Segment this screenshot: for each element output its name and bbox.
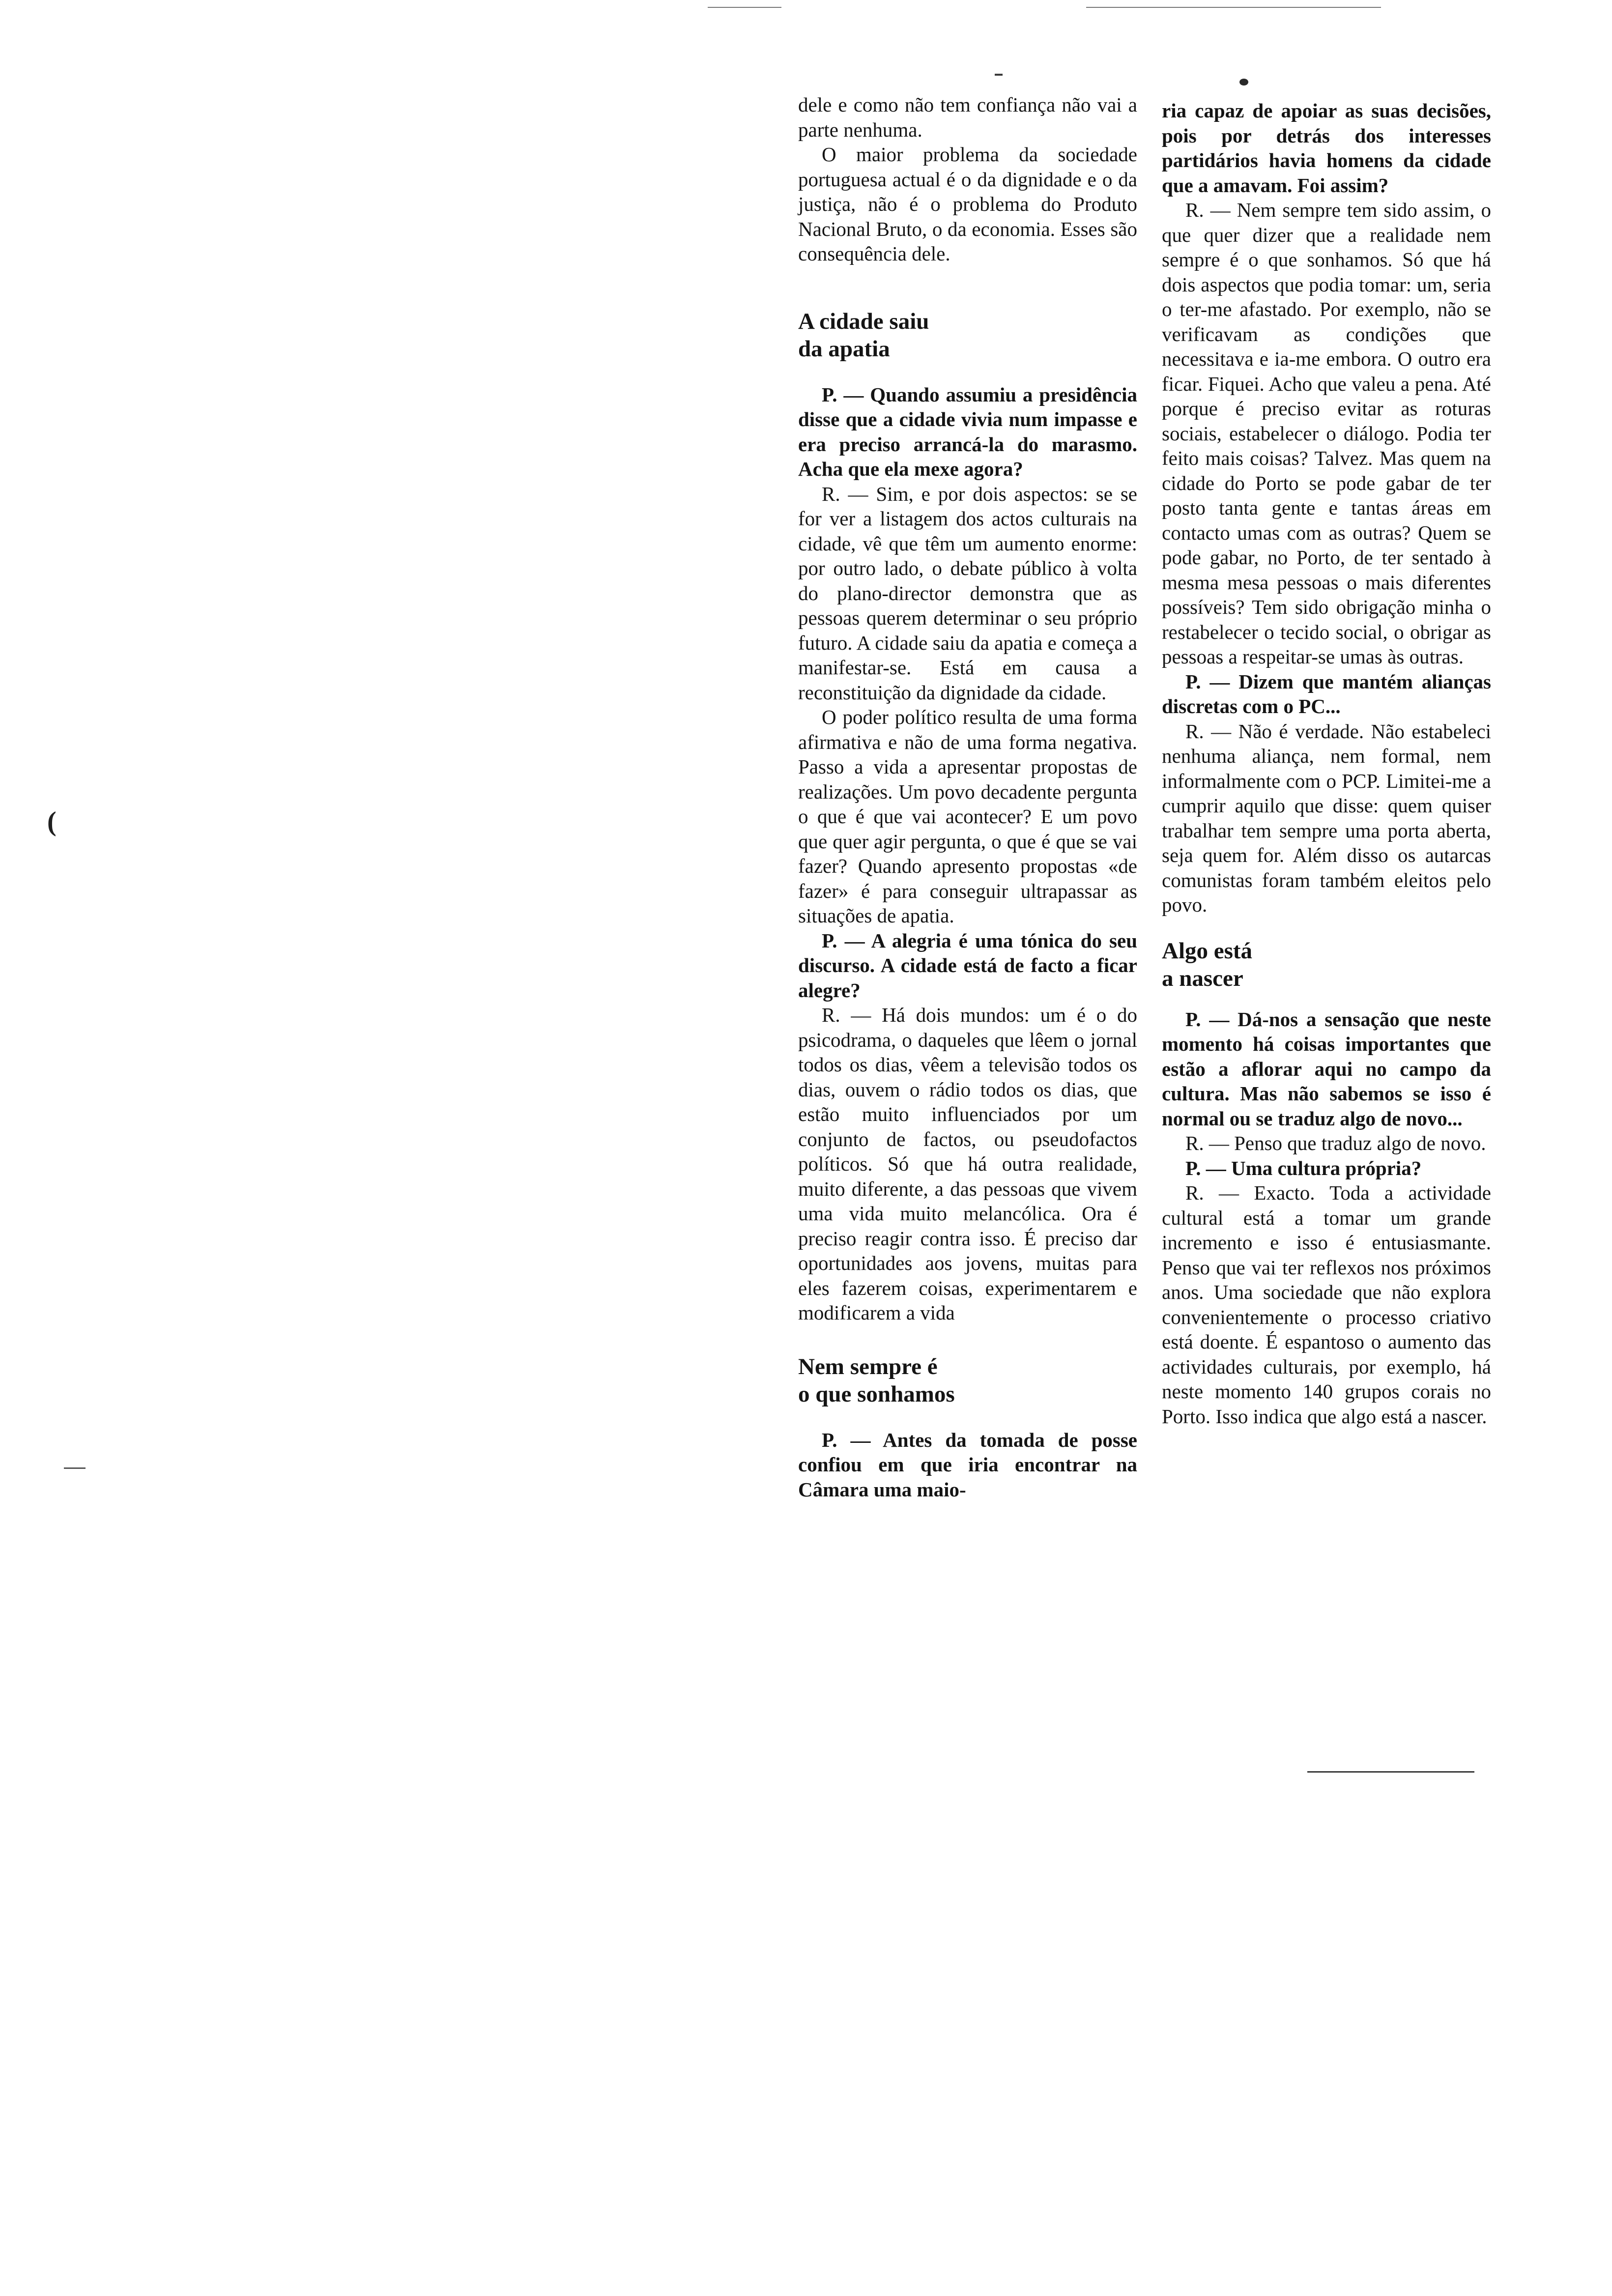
paragraph: O maior problema da sociedade portuguesa actual é o da dignidade e o da justiça, não é o problema do Produto Nacional Bruto, o da economia. Esses são consequência dele. <box>798 143 1137 265</box>
margin-dash <box>64 1467 86 1469</box>
section-heading: A cidade saiu da apatia <box>798 308 929 362</box>
paragraph: dele e como não tem confiança não vai a parte nenhuma. <box>798 93 1137 141</box>
article-end-rule <box>1307 1771 1474 1773</box>
interview-answer: R. — Penso que traduz algo de novo. <box>1185 1132 1486 1154</box>
section-heading: Algo está a nascer <box>1162 938 1253 991</box>
column-top-mark <box>1239 79 1248 86</box>
interview-answer: R. — Nem sempre tem sido assim, o que quer dizer que a realidade nem sempre é o que sonhamos. Só que há dois aspectos que podia tomar: um, seria o ter-me afastado. Por exemplo, não se verificavam as condições que necessitava e ia-me embora. O outro era ficar. Fiquei. Acho que valeu a pena. Até porque é preciso evitar as roturas sociais, estabelecer o diálogo. Podia ter feito mais coisas? Talvez. Mas quem na cidade do Porto se pode gabar de ter posto tanta gente e tantas áreas em contacto umas com as outras? Quem se pode gabar, no Porto, de ter sentado à mesma mesa pessoas o mais diferentes possíveis? Tem sido obrigação minha o restabelecer o tecido social, o obrigar as pessoas a respeitar-se umas às outras. <box>1162 199 1491 668</box>
interview-question: P. — Dá-nos a sensação que neste momento há coisas importantes que estão a aflorar aqui no campo da cultura. Mas não sabemos se isso é normal ou se traduz algo de novo... <box>1162 1007 1491 1130</box>
section-heading: Nem sempre é o que sonhamos <box>798 1353 955 1407</box>
column-top-mark <box>995 74 1003 76</box>
top-edge-line <box>1086 7 1381 8</box>
interview-answer: R. — Não é verdade. Não estabeleci nenhuma aliança, nem formal, nem informalmente com o PCP. Limitei-me a cumprir aquilo que disse: quem quiser trabalhar tem sempre uma porta aberta, seja quem for. Além disso os autarcas comunistas foram também eleitos pelo povo. <box>1162 719 1491 916</box>
interview-answer: O poder político resulta de uma forma afirmativa e não de uma forma negativa. Passo a vida a apresentar propostas de realizações. Um povo decadente pergunta o que é que vai acontecer? E um povo que quer agir pergunta, o que é que se vai fazer? Quando apresento propostas «de fazer» é para conseguir ultrapassar as situações de apatia. <box>798 706 1137 927</box>
interview-question: P. — Uma cultura própria? <box>1185 1156 1422 1179</box>
article-column-right <box>1162 98 1491 1429</box>
interview-question: ria capaz de apoiar as suas decisões, pois por detrás dos interesses partidários havia homens da cidade que a amavam. Foi assim? <box>1162 99 1491 197</box>
interview-answer: R. — Exacto. Toda a actividade cultural está a tomar um grande incremento e isso é entusiasmante. Penso que vai ter reflexos nos próximos anos. Uma sociedade que não explora convenientemente o processo criativo está doente. É espantoso o aumento das actividades culturais, por exemplo, há neste momento 140 grupos corais no Porto. Isso indica que algo está a nascer. <box>1162 1181 1491 1428</box>
interview-question: P. — Antes da tomada de posse confiou em que iria encontrar na Câmara uma maio- <box>798 1428 1137 1501</box>
interview-question: P. — Quando assumiu a presidência disse que a cidade vivia num impasse e era preciso arrancá-la do marasmo. Acha que ela mexe agora? <box>798 383 1137 480</box>
interview-answer: R. — Há dois mundos: um é o do psicodrama, o daqueles que lêem o jornal todos os dias, vêem a televisão todos os dias, ouvem o rádio todos os dias, que estão muito influenciados por um conjunto de factos, ou pseudofactos políticos. Só que há outra realidade, muito diferente, a das pessoas que vivem uma vida muito melancólica. Ora é preciso reagir contra isso. É preciso dar oportunidades aos jovens, muitas para eles fazerem coisas, experimentarem e modificarem a vida <box>798 1004 1137 1324</box>
interview-question: P. — Dizem que mantém alianças discretas com o PC... <box>1162 670 1491 718</box>
interview-answer: R. — Sim, e por dois aspectos: se se for ver a listagem dos actos culturais na cidade, vê que têm um aumento enorme: por outro lado, o debate público à volta do plano-director demonstra que as pessoas querem determinar o seu próprio futuro. A cidade saiu da apatia e começa a manifestar-se. Está em causa a reconstituição da dignidade da cidade. <box>798 482 1137 704</box>
interview-question: P. — A alegria é uma tónica do seu discurso. A cidade está de facto a ficar alegre? <box>798 929 1137 1002</box>
margin-bracket: ( <box>47 806 57 837</box>
top-edge-line <box>708 7 781 8</box>
article-column-left <box>798 92 1137 1502</box>
